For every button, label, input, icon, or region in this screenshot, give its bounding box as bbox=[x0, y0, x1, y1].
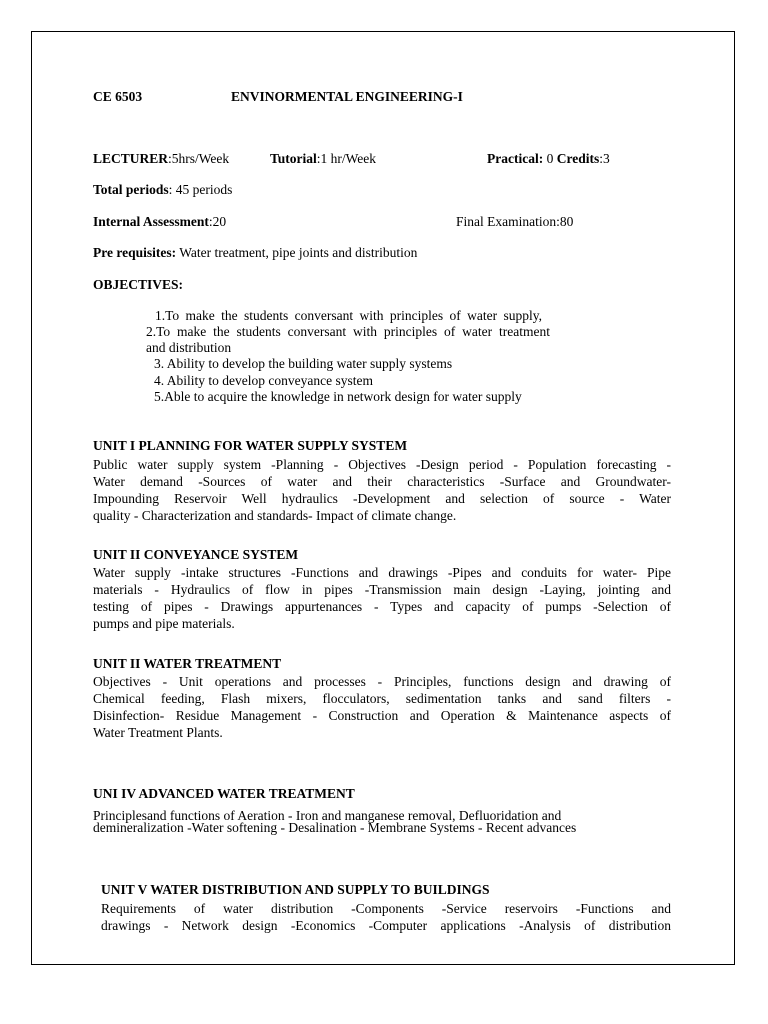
objective-item: 3. Ability to develop the building water supply systems bbox=[154, 356, 453, 371]
prerequisites: Pre requisites: Water treatment, pipe joints and distribution bbox=[93, 245, 418, 260]
final-examination: Final Examination:80 bbox=[456, 214, 574, 229]
lecturer-hours: LECTURER:5hrs/Week bbox=[93, 151, 230, 166]
objective-item: 4. Ability to develop conveyance system bbox=[154, 373, 373, 388]
unit-body: Public water supply system -Planning - Objectives -Design period - Population forecasting - Water demand -Sources of water and their characteristics -Surface and Groundwater- Impounding Reservoir Well hydraulics -Development and selection of source - Water quality - Characterization and standards- Impact of climate change. bbox=[93, 457, 671, 523]
practical-credits: Practical: 0 Credits:3 bbox=[487, 151, 610, 166]
unit-body: Objectives - Unit operations and processes - Principles, functions design and drawing of Chemical feeding, Flash mixers, flocculators, sedimentation tanks and sand filters - Disinfection- Residue Management - Construction and Operation & Maintenance aspects of Water Treatment Plants. bbox=[93, 674, 671, 740]
objective-item: 1.To make the students conversant with principles of water supply, bbox=[155, 308, 542, 323]
unit-heading: UNIT II CONVEYANCE SYSTEM bbox=[93, 547, 299, 562]
unit-heading: UNIT II WATER TREATMENT bbox=[93, 656, 282, 671]
unit-body-line: Principlesand functions of Aeration - Iron and manganese removal, Defluoridation and bbox=[93, 808, 562, 823]
course-title: ENVINORMENTAL ENGINEERING-I bbox=[231, 89, 463, 104]
objectives-heading: OBJECTIVES: bbox=[93, 277, 184, 292]
objective-item: and distribution bbox=[146, 340, 232, 355]
unit-body: Requirements of water distribution -Components -Service reservoirs -Functions and drawings - Network design -Economics -Computer applications -Analysis of distribution bbox=[101, 901, 671, 933]
unit-heading: UNI IV ADVANCED WATER TREATMENT bbox=[93, 786, 355, 801]
unit-body-line: demineralization -Water softening - Desalination - Membrane Systems - Recent advances bbox=[93, 820, 577, 835]
objective-item: 2.To make the students conversant with principles of water treatment bbox=[146, 324, 550, 339]
unit-heading: UNIT I PLANNING FOR WATER SUPPLY SYSTEM bbox=[93, 438, 408, 453]
total-periods: Total periods: 45 periods bbox=[93, 182, 233, 197]
course-code: CE 6503 bbox=[93, 89, 143, 104]
internal-assessment: Internal Assessment:20 bbox=[93, 214, 227, 229]
unit-heading: UNIT V WATER DISTRIBUTION AND SUPPLY TO BUILDINGS bbox=[101, 882, 490, 897]
unit-body: Water supply -intake structures -Functions and drawings -Pipes and conduits for water- Pipe materials - Hydraulics of flow in pipes -Transmission main design -Laying, jointing and testing of pipes - Drawings appurtenances - Types and capacity of pumps -Selection of pumps and pipe materials. bbox=[93, 565, 671, 631]
objective-item: 5.Able to acquire the knowledge in network design for water supply bbox=[154, 389, 522, 404]
tutorial-hours: Tutorial:1 hr/Week bbox=[270, 151, 377, 166]
